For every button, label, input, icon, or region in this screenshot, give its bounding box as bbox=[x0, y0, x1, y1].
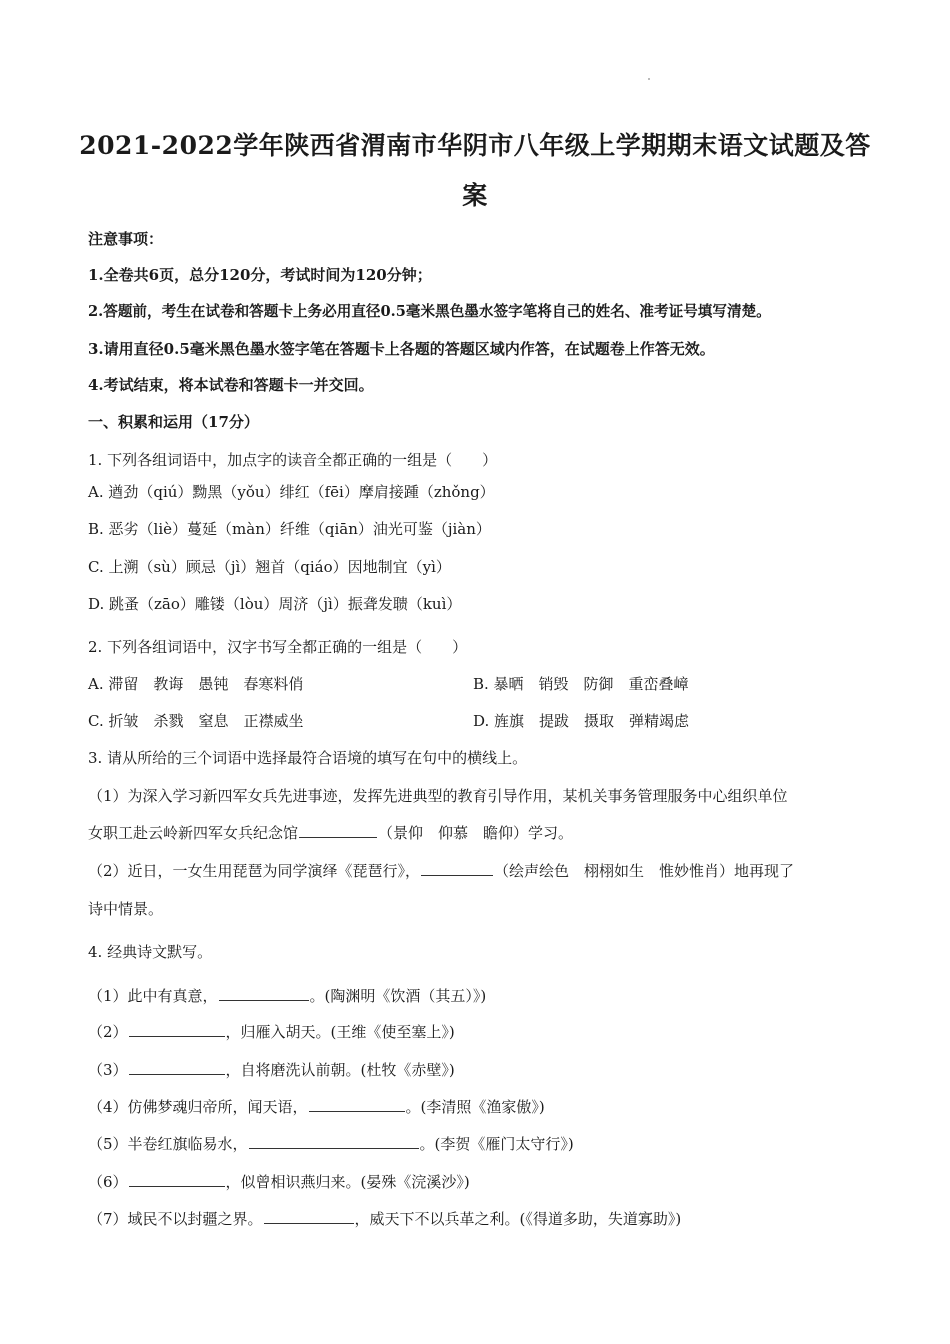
document-title-line-2: 案 bbox=[462, 181, 488, 210]
answer-blank[interactable] bbox=[264, 1209, 354, 1224]
dictation-item bbox=[88, 1208, 681, 1229]
text-segment: （1）此中有真意， bbox=[88, 987, 218, 1005]
question-2-option-c: C. 折皱 杀戮 窒息 正襟威坐 bbox=[88, 712, 304, 730]
question-2-option-a: A. 滞留 教诲 愚钝 春寒料俏 bbox=[88, 675, 304, 693]
answer-blank[interactable] bbox=[129, 1060, 225, 1075]
question-3-part-2a bbox=[88, 860, 794, 881]
dictation-item bbox=[88, 1096, 545, 1117]
question-2-stem: 2. 下列各组词语中，汉字书写全都正确的一组是（ ） bbox=[88, 638, 468, 656]
answer-blank[interactable] bbox=[309, 1097, 405, 1112]
question-3-part-2b: 诗中情景。 bbox=[88, 900, 164, 918]
text-segment: （3） bbox=[88, 1061, 128, 1079]
dictation-item bbox=[88, 1133, 574, 1154]
text-segment: ，归雁入胡天。(王维《使至塞上》) bbox=[225, 1023, 455, 1041]
answer-blank[interactable] bbox=[219, 986, 309, 1001]
answer-blank[interactable] bbox=[129, 1022, 225, 1037]
question-1-option-b: B. 恶劣（liè）蔓延（màn）纤维（qiān）油光可鉴（jiàn） bbox=[88, 520, 491, 538]
question-1-option-c: C. 上溯（sù）顾忌（jì）翘首（qiáo）因地制宜（yì） bbox=[88, 558, 451, 576]
text-segment: （景仰 仰慕 瞻仰）学习。 bbox=[378, 824, 574, 842]
text-segment: ，威天下不以兵革之利。(《得道多助，失道寡助》) bbox=[354, 1210, 682, 1228]
question-3-part-1b bbox=[88, 822, 573, 843]
note-item: 3.请用直径0.5毫米黑色墨水签字笔在答题卡上各题的答题区域内作答，在试题卷上作答无效。 bbox=[88, 340, 715, 358]
question-4-stem: 4. 经典诗文默写。 bbox=[88, 943, 213, 961]
text-segment: （绘声绘色 栩栩如生 惟妙惟肖）地再现了 bbox=[494, 862, 795, 880]
question-1-stem: 1. 下列各组词语中，加点字的读音全都正确的一组是（ ） bbox=[88, 451, 498, 469]
answer-blank[interactable] bbox=[421, 861, 493, 876]
answer-blank[interactable] bbox=[129, 1172, 225, 1187]
text-segment: 。(陶渊明《饮酒（其五）》) bbox=[309, 987, 487, 1005]
text-segment: （7）域民不以封疆之界。 bbox=[88, 1210, 263, 1228]
notes-heading: 注意事项： bbox=[88, 230, 164, 248]
text-segment: （2）近日，一女生用琵琶为同学演绎《琵琶行》， bbox=[88, 862, 421, 880]
text-segment: （4）仿佛梦魂归帝所，闻天语， bbox=[88, 1098, 308, 1116]
question-3-part-1a: （1）为深入学习新四军女兵先进事迹，发挥先进典型的教育引导作用，某机关事务管理服务中心组织单位 bbox=[88, 787, 788, 805]
text-segment: 女职工赴云岭新四军女兵纪念馆 bbox=[88, 824, 299, 842]
note-item: 1.全卷共6页，总分120分，考试时间为120分钟； bbox=[88, 266, 432, 284]
answer-blank[interactable] bbox=[249, 1134, 419, 1149]
dictation-item bbox=[88, 1171, 470, 1192]
note-item: 4.考试结束，将本试卷和答题卡一并交回。 bbox=[88, 376, 374, 394]
text-segment: ，似曾相识燕归来。(晏殊《浣溪沙》) bbox=[225, 1173, 470, 1191]
note-item: 2.答题前，考生在试卷和答题卡上务必用直径0.5毫米黑色墨水签字笔将自己的姓名、准考证号填写清楚。 bbox=[88, 303, 771, 320]
question-2-option-d: D. 旌旗 提跋 摄取 弹精竭虑 bbox=[473, 712, 690, 730]
question-2-option-b: B. 暴晒 销毁 防御 重峦叠嶂 bbox=[473, 675, 689, 693]
question-1-option-d: D. 跳蚤（zāo）雕镂（lòu）周济（jì）振聋发聩（kuì） bbox=[88, 595, 462, 613]
text-segment: ，自将磨洗认前朝。(杜牧《赤壁》) bbox=[225, 1061, 455, 1079]
dictation-item bbox=[88, 1021, 455, 1042]
document-title-line-1: 2021-2022学年陕西省渭南市华阴市八年级上学期期末语文试题及答 bbox=[79, 131, 871, 160]
text-segment: （6） bbox=[88, 1173, 128, 1191]
dictation-item bbox=[88, 1059, 455, 1080]
text-segment: （2） bbox=[88, 1023, 128, 1041]
section-heading: 一、积累和运用（17分） bbox=[88, 413, 259, 431]
answer-blank[interactable] bbox=[299, 823, 377, 838]
text-segment: 。(李清照《渔家傲》) bbox=[405, 1098, 545, 1116]
scan-dot bbox=[648, 78, 650, 80]
dictation-item bbox=[88, 985, 486, 1006]
text-segment: 。(李贺《雁门太守行》) bbox=[419, 1135, 574, 1153]
question-3-stem: 3. 请从所给的三个词语中选择最符合语境的填写在句中的横线上。 bbox=[88, 749, 528, 767]
text-segment: （5）半卷红旗临易水， bbox=[88, 1135, 248, 1153]
question-1-option-a: A. 遒劲（qiú）黝黑（yǒu）绯红（fēi）摩肩接踵（zhǒng） bbox=[88, 483, 495, 501]
